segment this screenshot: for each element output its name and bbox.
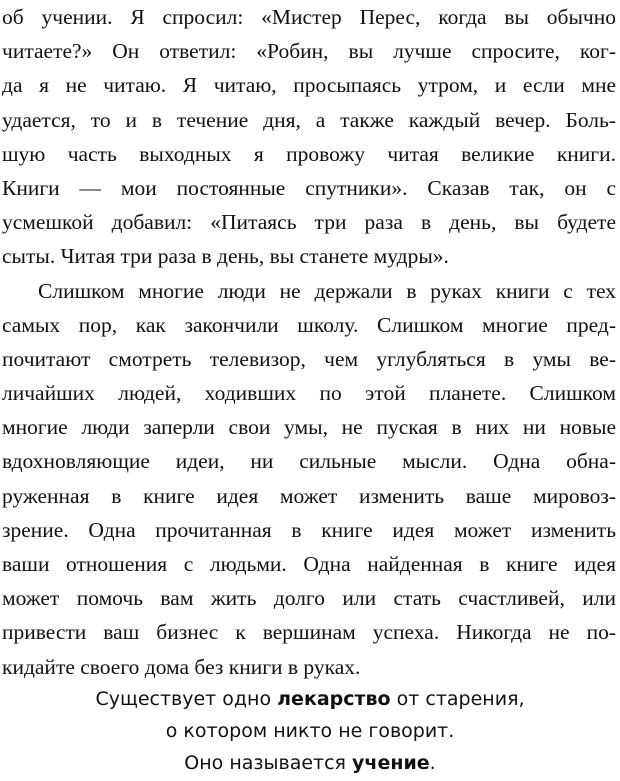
text-line: ваши отношения с людьми. Одна найденная в книге идея (2, 552, 616, 576)
text-line: вдохновляющие идеи, ни сильные мысли. Одна обна- (2, 449, 616, 474)
text-line: Книги — мои постоянные спутники». Сказав так, он с (2, 175, 616, 200)
quote-emphasis: лекарство (277, 688, 391, 710)
quote-emphasis: учение (352, 752, 430, 774)
quote-line: Оно называется учение. (184, 752, 436, 774)
text-line: усмешкой добавил: «Питаясь три раза в день, вы будете (2, 210, 616, 235)
text-line: удается, то и в течение дня, а также каждый вечер. Боль- (2, 107, 616, 132)
text-line: зрение. Одна прочитанная в книге идея может изменить (2, 517, 616, 542)
pull-quote (0, 683, 620, 779)
text-line: читаете?» Он ответил: «Робин, вы лучше спросите, ког- (2, 39, 616, 64)
text-line: кидайте своего дома без книги в руках. (2, 654, 361, 679)
text-line: Слишком многие люди не держали в руках книги с тех (38, 278, 616, 303)
text-line: почитают смотреть телевизор, чем углубляться в умы ве- (2, 346, 616, 371)
text-line: многие люди заперли свои умы, не пуская в них ни новые (2, 415, 616, 440)
text-line: да я не читаю. Я читаю, просыпаясь утром, и если мне (2, 73, 616, 98)
body-text (2, 0, 616, 684)
text-line: самых пор, как закончили школу. Слишком многие пред- (2, 312, 616, 337)
text-line: личайших людей, ходивших по этой планете. Слишком (2, 381, 616, 406)
text-line: может помочь вам жить долго или стать счастливей, или (2, 586, 616, 611)
quote-line: о котором никто не говорит. (165, 720, 455, 742)
text-line: сыты. Читая три раза в день, вы станете мудры». (2, 244, 449, 269)
text-line: об учении. Я спросил: «Мистер Перес, когда вы обычно (2, 5, 616, 29)
text-line: руженная в книге идея может изменить ваше мировоз- (2, 483, 616, 508)
quote-line: Существует одно лекарство от старения, (95, 688, 525, 710)
text-line: привести ваш бизнес к вершинам успеха. Никогда не по- (2, 620, 616, 645)
text-line: шую часть выходных я провожу читая великие книги. (2, 141, 616, 166)
